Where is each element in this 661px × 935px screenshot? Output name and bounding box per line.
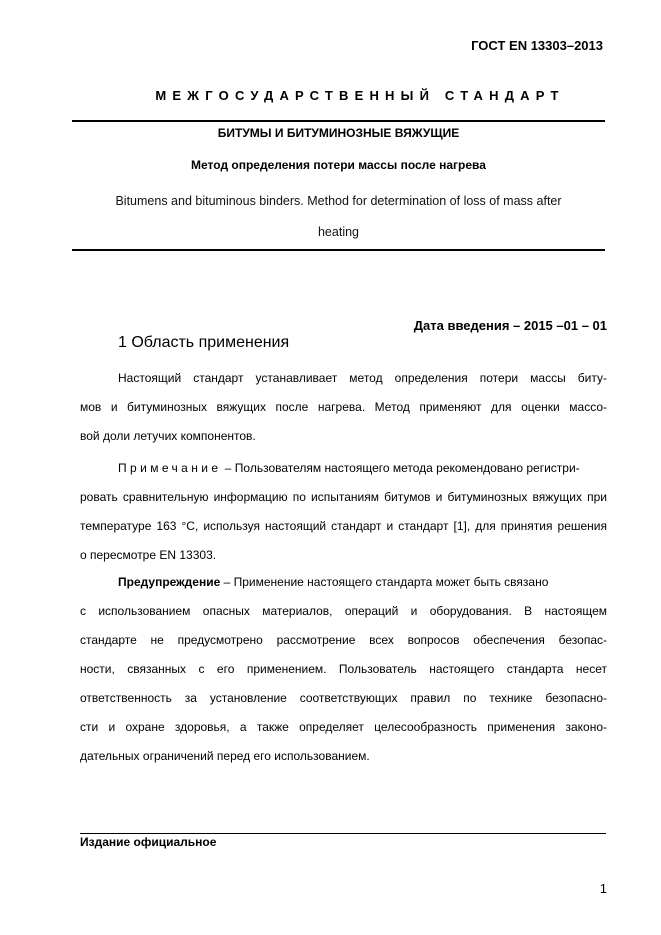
top-rule <box>72 120 605 122</box>
paragraph-line: о пересмотре EN 13303. <box>80 548 217 562</box>
bottom-rule <box>72 249 605 251</box>
document-subtitle: Метод определения потери массы после нагрева <box>191 158 486 172</box>
scope-paragraph <box>80 364 607 451</box>
english-title-line-2: heating <box>317 225 359 239</box>
paragraph-line <box>80 454 607 483</box>
paragraph-line: ровать сравнительную информацию по испытаниям битумов и битуминозных вяжущих при <box>80 490 607 504</box>
paragraph-line: ности, связанных с его применением. Пользователь настоящего стандарта несет <box>80 662 607 676</box>
section-heading: 1 Область применения <box>118 334 290 351</box>
paragraph-line: сти и охране здоровья, а также определяет целесообразность применения законо- <box>80 720 607 734</box>
warning-text: – Применение настоящего стандарта может быть связано <box>220 575 549 589</box>
english-title-line-1: Bitumens and bituminous binders. Method for determination of loss of mass after <box>115 194 562 208</box>
paragraph-line: температуре 163 °С, используя настоящий стандарт и стандарт [1], для принятия решения <box>80 519 607 533</box>
english-title <box>72 186 605 248</box>
document-title: БИТУМЫ И БИТУМИНОЗНЫЕ ВЯЖУЩИЕ <box>217 126 460 140</box>
paragraph-line: ответственность за установление соответствующих правил по технике безопасно- <box>80 691 607 705</box>
paragraph-line <box>80 568 607 597</box>
note-text: – Пользователям настоящего метода рекомендовано регистри- <box>221 461 580 475</box>
paragraph-line: с использованием опасных материалов, операций и оборудования. В настоящем <box>80 604 607 618</box>
paragraph-line: мов и битуминозных вяжущих после нагрева. Метод применяют для оценки массо- <box>80 400 607 414</box>
edition-label: Издание официальное <box>80 835 217 849</box>
paragraph-line: Настоящий стандарт устанавливает метод определения потери массы биту- <box>118 371 607 385</box>
paragraph-line: дательных ограничений перед его использованием. <box>80 749 370 763</box>
note-paragraph <box>80 454 607 570</box>
page-number: 1 <box>599 881 607 896</box>
footer-rule <box>80 833 606 834</box>
paragraph-line: стандарте не предусмотрено рассмотрение всех вопросов обеспечения безопас- <box>80 633 607 647</box>
note-label: Примечание <box>118 461 222 475</box>
warning-paragraph <box>80 568 607 771</box>
paragraph-line: вой доли летучих компонентов. <box>80 429 256 443</box>
document-code: ГОСТ EN 13303–2013 <box>471 38 603 53</box>
interstate-standard-heading: МЕЖГОСУДАРСТВЕННЫЙ СТАНДАРТ <box>155 88 565 103</box>
introduction-date: Дата введения – 2015 –01 – 01 <box>413 318 607 333</box>
warning-label: Предупреждение <box>118 575 221 589</box>
